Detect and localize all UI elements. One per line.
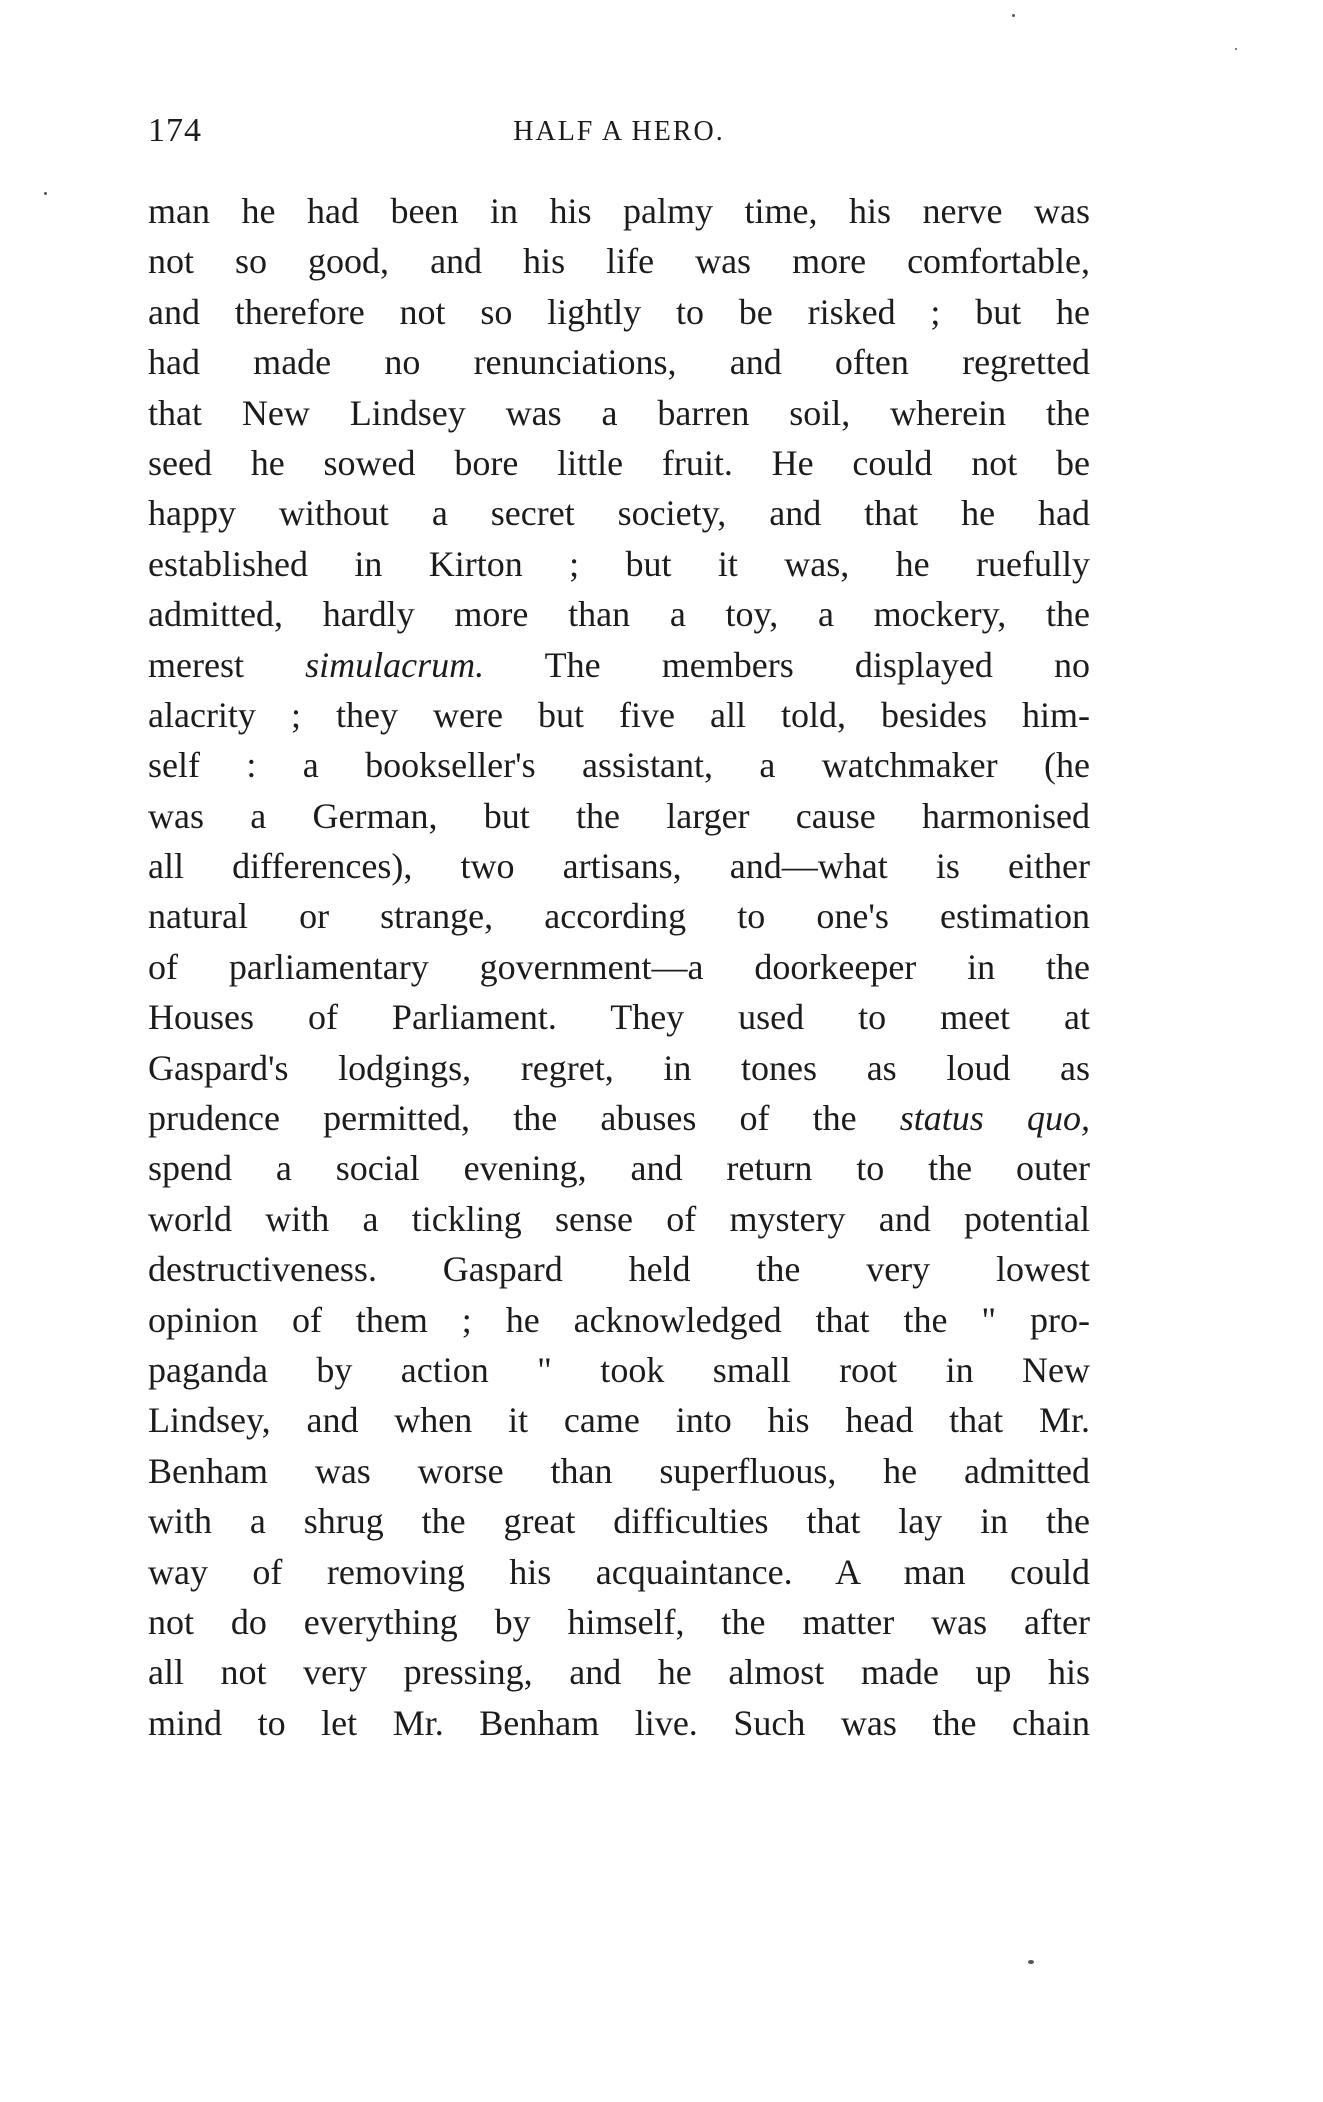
text-line: opinion of them ; he acknowledged that the " pro-: [148, 1299, 1090, 1340]
page-header: [148, 112, 1090, 160]
italic-term: simulacrum.: [305, 644, 485, 685]
text-span: The members displayed no: [484, 644, 1090, 685]
text-line: not do everything by himself, the matter was after: [148, 1601, 1090, 1642]
italic-term: status quo,: [899, 1098, 1090, 1139]
text-line: destructiveness. Gaspard held the very lowest: [148, 1249, 1090, 1290]
running-head: HALF A HERO.: [513, 116, 725, 147]
text-line: [148, 640, 1090, 690]
paper-speck: [44, 192, 47, 195]
text-line: paganda by action " took small root in New: [148, 1349, 1090, 1390]
paper-speck: [1028, 1960, 1034, 1964]
page-number: 174: [148, 112, 202, 149]
text-line: way of removing his acquaintance. A man could: [148, 1551, 1090, 1592]
text-span: prudence permitted, the abuses of the: [148, 1098, 900, 1139]
text-line: with a shrug the great difficulties that lay in the: [148, 1501, 1090, 1542]
paper-speck: [1012, 14, 1015, 17]
text-line: all not very pressing, and he almost made up his: [148, 1652, 1090, 1693]
text-line: not so good, and his life was more comfortable,: [148, 241, 1090, 282]
text-line: alacrity ; they were but five all told, besides him-: [148, 694, 1090, 735]
text-line: Houses of Parliament. They used to meet at: [148, 997, 1090, 1038]
text-line: natural or strange, according to one's estimation: [148, 896, 1090, 937]
paper-speck: [1235, 48, 1237, 50]
text-line: happy without a secret society, and that he had: [148, 493, 1090, 534]
text-line: mind to let Mr. Benham live. Such was the chain: [148, 1702, 1090, 1743]
text-line: self : a bookseller's assistant, a watchmaker (he: [148, 745, 1090, 786]
text-line: world with a tickling sense of mystery and potential: [148, 1198, 1090, 1239]
text-span: merest: [148, 644, 306, 685]
text-line: all differences), two artisans, and—what is either: [148, 846, 1090, 887]
text-line: of parliamentary government—a doorkeeper in the: [148, 946, 1090, 987]
text-line: [148, 1093, 1090, 1143]
text-line: admitted, hardly more than a toy, a mockery, the: [148, 594, 1090, 635]
text-line: was a German, but the larger cause harmonised: [148, 795, 1090, 836]
text-line: spend a social evening, and return to the outer: [148, 1148, 1090, 1189]
text-line: seed he sowed bore little fruit. He could not be: [148, 442, 1090, 483]
text-line: that New Lindsey was a barren soil, wherein the: [148, 392, 1090, 433]
text-line: Gaspard's lodgings, regret, in tones as loud as: [148, 1047, 1090, 1088]
text-line: had made no renunciations, and often regretted: [148, 342, 1090, 383]
body-text: [148, 186, 1090, 1748]
text-line: Lindsey, and when it came into his head that Mr.: [148, 1400, 1090, 1441]
text-line: Benham was worse than superfluous, he admitted: [148, 1450, 1090, 1491]
text-line: and therefore not so lightly to be risked ; but he: [148, 291, 1090, 332]
text-line: established in Kirton ; but it was, he ruefully: [148, 543, 1090, 584]
text-line: man he had been in his palmy time, his nerve was: [148, 191, 1090, 231]
